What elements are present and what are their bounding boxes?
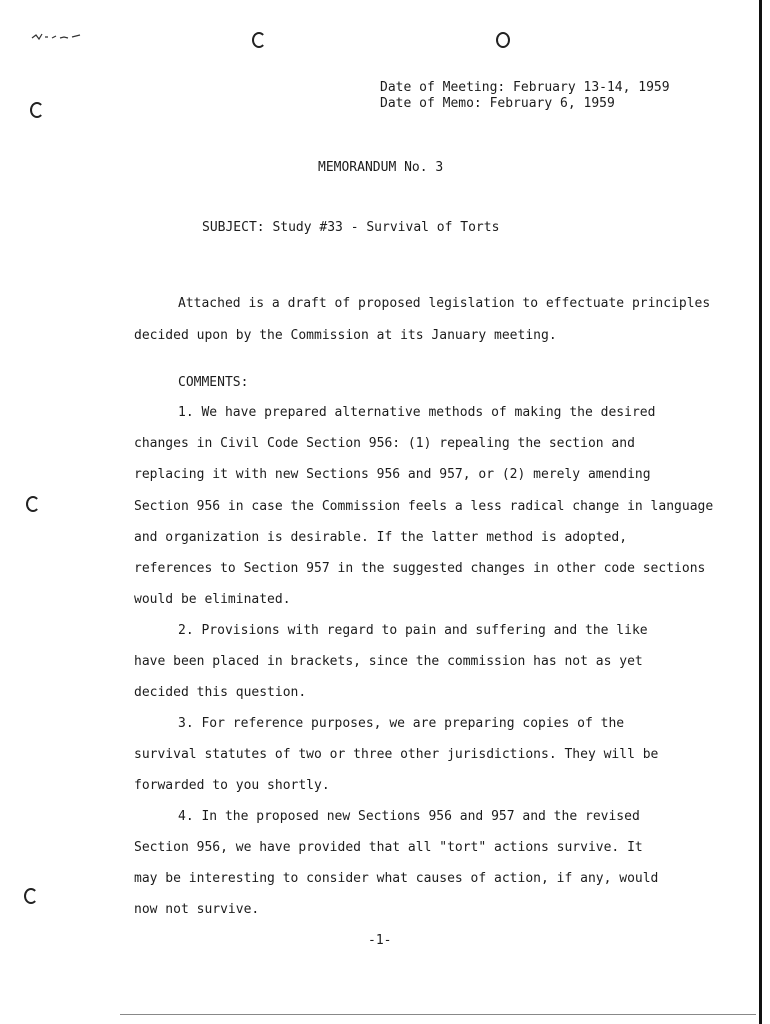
comment-2-line-2: have been placed in brackets, since the commission has not as yet (134, 654, 643, 669)
comment-3-line-1: 3. For reference purposes, we are preparing copies of the (178, 716, 625, 731)
meeting-date: Date of Meeting: February 13-14, 1959 (380, 80, 670, 95)
subject-line: SUBJECT: Study #33 - Survival of Torts (202, 220, 500, 235)
page-edge-shadow (759, 0, 762, 1024)
intro-line-2: decided upon by the Commission at its January meeting. (134, 328, 557, 343)
memo-date: Date of Memo: February 6, 1959 (380, 96, 615, 111)
handwritten-mark (30, 28, 82, 44)
comment-1-line-1: 1. We have prepared alternative methods of making the desired (178, 405, 656, 420)
comment-3-line-2: survival statutes of two or three other jurisdictions. They will be (134, 747, 659, 762)
memo-title: MEMORANDUM No. 3 (318, 160, 444, 175)
punch-hole-left-1 (30, 102, 44, 118)
comment-2-line-1: 2. Provisions with regard to pain and suffering and the like (178, 623, 648, 638)
comment-1-line-5: and organization is desirable. If the latter method is adopted, (134, 530, 628, 545)
comment-3-line-3: forwarded to you shortly. (134, 778, 330, 793)
comment-1-line-6: references to Section 957 in the suggested changes in other code sections (134, 561, 706, 576)
comment-1-line-4: Section 956 in case the Commission feels a less radical change in language (134, 499, 714, 514)
comments-heading: COMMENTS: (178, 375, 249, 390)
punch-hole-left-2 (26, 496, 40, 512)
page-number: -1- (368, 933, 392, 948)
comment-4-line-3: may be interesting to consider what causes of action, if any, would (134, 871, 659, 886)
page-bottom-edge (120, 1014, 756, 1015)
punch-hole-top-left (252, 32, 266, 48)
comment-4-line-2: Section 956, we have provided that all "tort" actions survive. It (134, 840, 643, 855)
comment-2-line-3: decided this question. (134, 685, 307, 700)
comment-4-line-1: 4. In the proposed new Sections 956 and 957 and the revised (178, 809, 640, 824)
comment-1-line-7: would be eliminated. (134, 592, 291, 607)
comment-1-line-2: changes in Civil Code Section 956: (1) repealing the section and (134, 436, 635, 451)
punch-hole-top-right (496, 32, 510, 48)
comment-1-line-3: replacing it with new Sections 956 and 957, or (2) merely amending (134, 467, 651, 482)
punch-hole-left-3 (24, 888, 38, 904)
intro-line-1: Attached is a draft of proposed legislation to effectuate principles (178, 296, 711, 311)
comment-4-line-4: now not survive. (134, 902, 260, 917)
